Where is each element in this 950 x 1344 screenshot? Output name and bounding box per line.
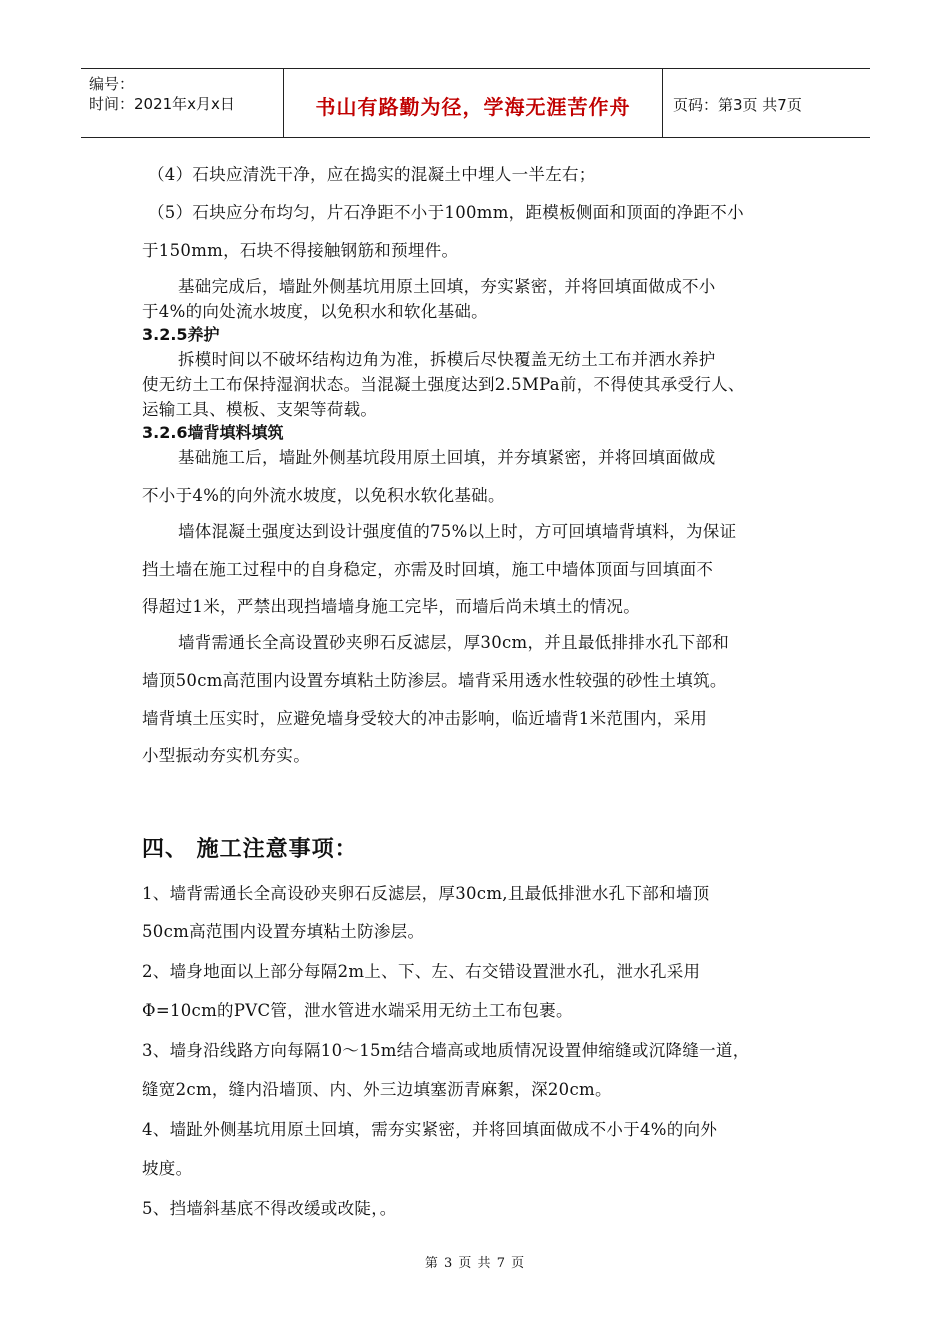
page-header — [81, 68, 870, 138]
paragraph-line: 墙体混凝土强度达到设计强度值的75%以上时，方可回填墙背填料，为保证 — [178, 522, 737, 541]
list-item: 5、挡墙斜基底不得改缓或改陡，。 — [142, 1199, 397, 1218]
date-label: 时间：2021年x月x日 — [89, 95, 235, 113]
paragraph-line: 不小于4%的向外流水坡度，以免积水软化基础。 — [142, 486, 505, 505]
serial-label: 编号： — [89, 75, 135, 93]
list-item: 3、墙身沿线路方向每隔10～15m结合墙高或地质情况设置伸缩缝或沉降缝一道， — [142, 1041, 750, 1060]
motto: 书山有路勤为径，学海无涯苦作舟 — [315, 95, 631, 119]
list-item: 2、墙身地面以上部分每隔2m上、下、左、右交错设置泄水孔，泄水孔采用 — [142, 962, 701, 981]
paragraph-line: 墙背填土压实时，应避免墙身受较大的冲击影响，临近墙背1米范围内，采用 — [142, 709, 708, 728]
page-footer: 第 3 页 共 7 页 — [424, 1256, 526, 1271]
list-item: （4）石块应清洗干净，应在捣实的混凝土中埋人一半左右； — [148, 165, 596, 184]
header-motto-cell — [284, 69, 663, 137]
section-heading-4: 四、 施工注意事项： — [142, 837, 358, 862]
paragraph-line: 基础施工后，墙趾外侧基坑段用原土回填，并夯填紧密，并将回填面做成 — [178, 448, 716, 467]
paragraph-line: 使无纺土工布保持湿润状态。当混凝土强度达到2.5MPa前，不得使其承受行人、 — [142, 375, 745, 394]
paragraph-line: 墙顶50cm高范围内设置夯填粘土防渗层。墙背采用透水性较强的砂性土填筑。 — [142, 671, 727, 690]
list-item: 于150mm，石块不得接触钢筋和预埋件。 — [142, 241, 459, 260]
list-item: （5）石块应分布均匀，片石净距不小于100mm，距模板侧面和顶面的净距不小 — [148, 203, 744, 222]
paragraph-line: 得超过1米，严禁出现挡墙墙身施工完毕，而墙后尚未填土的情况。 — [142, 597, 640, 616]
section-heading-3-2-5: 3.2.5养护 — [142, 325, 220, 344]
list-item: Φ=10cm的PVC管，泄水管进水端采用无纺土工布包裹。 — [142, 1001, 573, 1020]
header-page-cell — [663, 69, 870, 137]
list-item: 50cm高范围内设置夯填粘土防渗层。 — [142, 922, 425, 941]
list-item: 1、墙背需通长全高设砂夹卵石反滤层，厚30cm,且最低排泄水孔下部和墙顶 — [142, 884, 710, 903]
list-item: 4、墙趾外侧基坑用原土回填，需夯实紧密，并将回填面做成不小于4%的向外 — [142, 1120, 718, 1139]
header-meta-cell — [81, 69, 284, 137]
paragraph-line: 小型振动夯实机夯实。 — [142, 746, 310, 765]
paragraph-line: 基础完成后，墙趾外侧基坑用原土回填，夯实紧密，并将回填面做成不小 — [178, 277, 716, 296]
section-heading-3-2-6: 3.2.6墙背填料填筑 — [142, 423, 284, 442]
list-item: 缝宽2cm，缝内沿墙顶、内、外三边填塞沥青麻絮，深20cm。 — [142, 1080, 612, 1099]
paragraph-line: 拆模时间以不破坏结构边角为准，拆模后尽快覆盖无纺土工布并洒水养护 — [178, 350, 716, 369]
paragraph-line: 于4%的向处流水坡度，以免积水和软化基础。 — [142, 302, 488, 321]
paragraph-line: 运输工具、模板、支架等荷载。 — [142, 400, 378, 419]
paragraph-line: 挡土墙在施工过程中的自身稳定，亦需及时回填，施工中墙体顶面与回填面不 — [142, 560, 714, 579]
list-item: 坡度。 — [142, 1159, 193, 1178]
header-page-label: 页码：第3页 共7页 — [673, 96, 802, 114]
paragraph-line: 墙背需通长全高设置砂夹卵石反滤层，厚30cm，并且最低排排水孔下部和 — [178, 633, 730, 652]
